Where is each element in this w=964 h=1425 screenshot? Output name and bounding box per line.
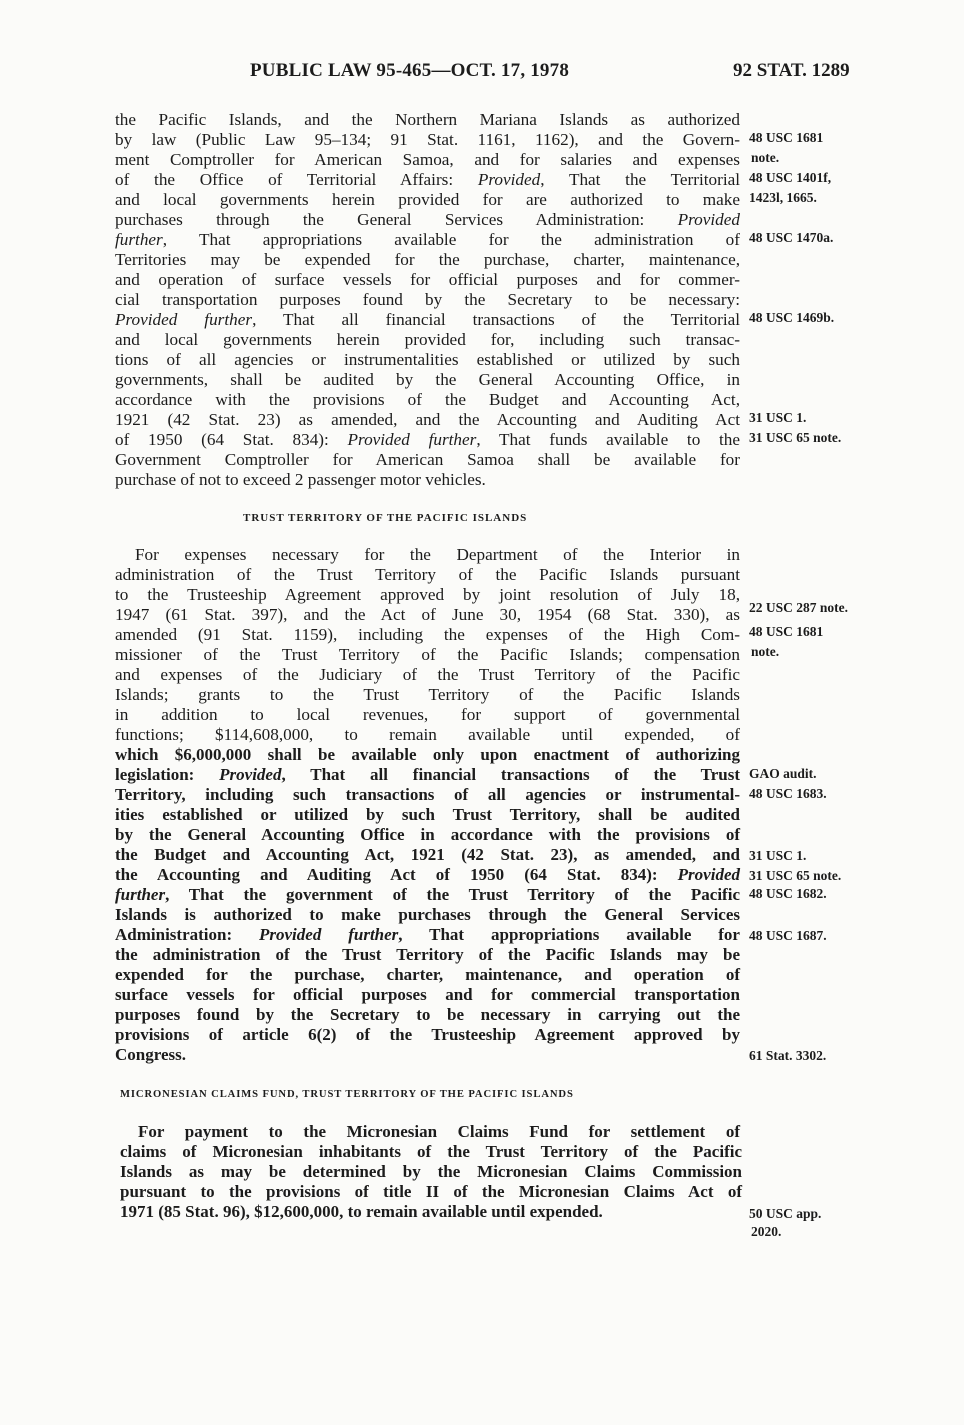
text-segment: , That all financial transactions of the Territorial — [252, 310, 740, 329]
text-segment: provisions of article 6(2) of the Trusteeship Agreement approved by — [115, 1025, 740, 1044]
margin-citation: 48 USC 1470a. — [749, 230, 834, 245]
text-line — [120, 1182, 742, 1202]
text-line — [115, 430, 740, 450]
text-segment: to the Trusteeship Agreement approved by joint resolution of July 18, — [115, 585, 740, 604]
text-segment: surface vessels for official purposes and for commercial transportation — [115, 985, 740, 1004]
text-segment: in addition to local revenues, for support of governmental — [115, 705, 740, 724]
text-line — [115, 450, 740, 470]
text-segment: Administration: — [115, 925, 260, 944]
text-line — [115, 170, 740, 190]
text-line — [138, 1122, 740, 1142]
text-segment: the administration of the Trust Territory of the Pacific Islands may be — [115, 945, 740, 964]
text-segment: For payment to the Micronesian Claims Fund for settlement of — [138, 1122, 740, 1141]
margin-citation: 31 USC 1. — [749, 410, 807, 425]
text-segment: 1971 (85 Stat. 96), $12,600,000, to remain available until expended. — [120, 1202, 603, 1221]
text-segment: by the General Accounting Office in accordance with the provisions of — [115, 825, 740, 844]
text-segment: Islands; grants to the Trust Territory of the Pacific Islands — [115, 685, 740, 704]
margin-citation: 31 USC 65 note. — [749, 868, 842, 883]
text-segment: , That appropriations available for — [398, 925, 740, 944]
margin-citation: 48 USC 1681 — [749, 624, 824, 639]
margin-citation: 2020. — [751, 1224, 782, 1239]
text-line — [115, 885, 740, 905]
text-line — [115, 130, 740, 150]
italic-segment: Provided further — [115, 310, 253, 329]
text-segment: pursuant to the provisions of title II of the Micronesian Claims Act of — [120, 1182, 742, 1201]
text-line — [115, 765, 740, 785]
text-segment: Government Comptroller for American Samoa shall be available for — [115, 450, 740, 469]
text-segment: , That funds available to the — [476, 430, 741, 449]
text-segment: purposes found by the Secretary to be necessary in carrying out the — [115, 1005, 740, 1024]
text-line — [115, 625, 740, 645]
text-line — [120, 1142, 742, 1162]
text-segment: ities established or utilized by such Trust Territory, shall be audited — [115, 805, 740, 824]
text-line — [115, 565, 740, 585]
text-line — [115, 945, 740, 965]
text-line — [115, 605, 740, 625]
text-line — [115, 845, 740, 865]
text-line — [115, 965, 740, 985]
text-line — [115, 470, 740, 490]
text-segment: Territories may be expended for the purchase, charter, maintenance, — [115, 250, 740, 269]
text-segment: of 1950 (64 Stat. 834): — [115, 430, 348, 449]
text-segment: , That the Territorial — [540, 170, 740, 189]
italic-segment: Provided — [677, 210, 740, 229]
text-line — [115, 250, 740, 270]
text-segment: cial transportation purposes found by the Secretary to be necessary: — [115, 290, 740, 309]
text-line — [115, 370, 740, 390]
text-line — [115, 230, 740, 250]
text-segment: purchase of not to exceed 2 passenger motor vehicles. — [115, 470, 486, 489]
text-line — [115, 645, 740, 665]
text-segment: the Budget and Accounting Act, 1921 (42 Stat. 23), as amended, and — [115, 845, 740, 864]
text-segment: claims of Micronesian inhabitants of the Trust Territory of the Pacific — [120, 1142, 742, 1161]
margin-citation: note. — [751, 150, 780, 165]
text-line — [120, 1162, 742, 1182]
text-segment: functions; $114,608,000, to remain available until expended, of — [115, 725, 740, 744]
text-line — [115, 985, 740, 1005]
italic-segment: Provided further — [259, 925, 399, 944]
text-line — [115, 745, 740, 765]
text-segment: and expenses of the Judiciary of the Trust Territory of the Pacific — [115, 665, 740, 684]
text-segment: the Pacific Islands, and the Northern Mariana Islands as authorized — [115, 110, 740, 129]
italic-segment: Provided — [677, 865, 740, 884]
text-segment: Islands is authorized to make purchases through the General Services — [115, 905, 740, 924]
text-segment: and operation of surface vessels for official purposes and for commer- — [115, 270, 740, 289]
text-segment: , That the government of the Trust Territory of the Pacific — [165, 885, 740, 904]
margin-citation: 1423l, 1665. — [749, 190, 817, 205]
text-line — [115, 390, 740, 410]
text-line — [115, 290, 740, 310]
text-segment: purchases through the General Services Administration: — [115, 210, 678, 229]
text-segment: by law (Public Law 95–134; 91 Stat. 1161, 1162), and the Govern- — [115, 130, 740, 149]
text-segment: which $6,000,000 shall be available only upon enactment of authorizing — [115, 745, 740, 764]
text-segment: Territory, including such transactions of all agencies or instrumental- — [115, 785, 740, 804]
margin-citation: 22 USC 287 note. — [749, 600, 849, 615]
margin-citation: 48 USC 1687. — [749, 928, 827, 943]
heading-trust-territory: TRUST TERRITORY OF THE PACIFIC ISLANDS — [243, 512, 528, 524]
margin-citation: 48 USC 1681 — [749, 130, 824, 145]
text-segment: For expenses necessary for the Department of the Interior in — [135, 545, 740, 564]
margin-citation: GAO audit. — [749, 766, 817, 781]
text-line — [115, 1025, 740, 1045]
text-line — [115, 150, 740, 170]
text-line — [115, 190, 740, 210]
text-line — [115, 725, 740, 745]
italic-segment: further — [115, 885, 166, 904]
text-line — [115, 310, 740, 330]
text-line — [115, 350, 740, 370]
text-segment: and local governments herein provided for are authorized to make — [115, 190, 740, 209]
text-line — [115, 665, 740, 685]
text-segment: governments, shall be audited by the General Accounting Office, in — [115, 370, 740, 389]
text-line — [115, 685, 740, 705]
text-line — [115, 270, 740, 290]
text-line — [115, 210, 740, 230]
text-segment: expended for the purchase, charter, maintenance, and operation of — [115, 965, 740, 984]
text-segment: amended (91 Stat. 1159), including the expenses of the High Com- — [115, 625, 740, 644]
margin-citation: 50 USC app. — [749, 1206, 822, 1221]
page-header-title: PUBLIC LAW 95-465—OCT. 17, 1978 — [250, 60, 570, 81]
text-segment: tions of all agencies or instrumentalities established or utilized by such — [115, 350, 740, 369]
text-line — [115, 1045, 740, 1065]
text-line — [115, 1005, 740, 1025]
margin-citation: 61 Stat. 3302. — [749, 1048, 827, 1063]
text-segment: administration of the Trust Territory of the Pacific Islands pursuant — [115, 565, 740, 584]
italic-segment: Provided — [219, 765, 282, 784]
margin-citation: 48 USC 1682. — [749, 886, 827, 901]
margin-citation: 48 USC 1401f, — [749, 170, 832, 185]
text-segment: 1921 (42 Stat. 23) as amended, and the Accounting and Auditing Act — [115, 410, 740, 429]
margin-citation: note. — [751, 644, 780, 659]
italic-segment: Provided — [477, 170, 541, 189]
text-line — [115, 585, 740, 605]
italic-segment: further — [115, 230, 163, 249]
text-line — [115, 785, 740, 805]
text-segment: missioner of the Trust Territory of the Pacific Islands; compensation — [115, 645, 740, 664]
text-line — [115, 805, 740, 825]
heading-micronesian-claims: MICRONESIAN CLAIMS FUND, TRUST TERRITORY OF THE PACIFIC ISLANDS — [120, 1089, 574, 1100]
margin-citation: 31 USC 1. — [749, 848, 807, 863]
text-segment: legislation: — [115, 765, 220, 784]
text-line — [120, 1202, 742, 1222]
text-segment: Congress. — [115, 1045, 186, 1064]
text-segment: 1947 (61 Stat. 397), and the Act of June 30, 1954 (68 Stat. 330), as — [115, 605, 740, 624]
text-line — [115, 825, 740, 845]
text-line — [115, 410, 740, 430]
margin-citation: 48 USC 1683. — [749, 786, 827, 801]
text-segment: ment Comptroller for American Samoa, and for salaries and expenses — [115, 150, 740, 169]
margin-citation: 31 USC 65 note. — [749, 430, 842, 445]
text-segment: accordance with the provisions of the Budget and Accounting Act, — [115, 390, 740, 409]
text-segment: Islands as may be determined by the Micronesian Claims Commission — [120, 1162, 742, 1181]
text-segment: , That appropriations available for the administration of — [162, 230, 740, 249]
text-segment: the Accounting and Auditing Act of 1950 (64 Stat. 834): — [115, 865, 678, 884]
margin-citation: 48 USC 1469b. — [749, 310, 835, 325]
text-line — [115, 705, 740, 725]
text-line — [135, 545, 740, 565]
text-line — [115, 925, 740, 945]
italic-segment: Provided further — [347, 430, 477, 449]
text-segment: and local governments herein provided for, including such transac- — [115, 330, 740, 349]
text-line — [115, 905, 740, 925]
page-header-stat: 92 STAT. 1289 — [733, 60, 850, 81]
text-line — [115, 330, 740, 350]
text-line — [115, 865, 740, 885]
text-segment: of the Office of Territorial Affairs: — [115, 170, 478, 189]
text-segment: , That all financial transactions of the Trust — [281, 765, 740, 784]
text-line — [115, 110, 740, 130]
